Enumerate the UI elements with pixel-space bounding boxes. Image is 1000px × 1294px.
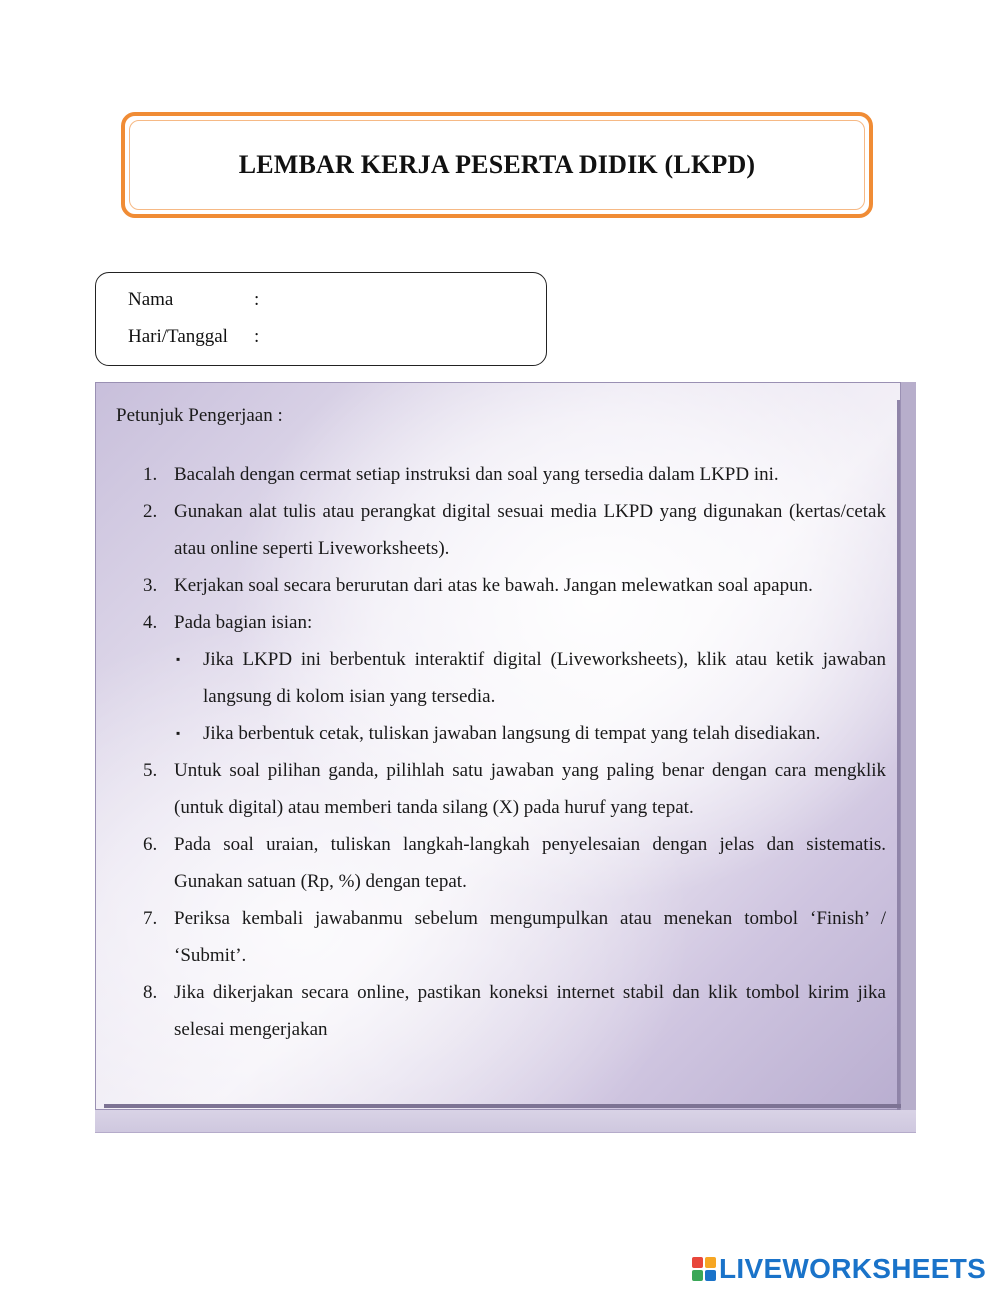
logo-blocks-icon xyxy=(692,1257,716,1281)
list-item xyxy=(96,826,901,900)
instructions-panel-edge-bottom xyxy=(104,1104,901,1108)
list-item xyxy=(96,604,901,641)
sub-list-item xyxy=(96,641,901,715)
list-item-number: 8. xyxy=(143,982,158,1003)
list-item xyxy=(96,493,901,567)
list-item-number: 7. xyxy=(143,908,158,929)
list-item-number: 5. xyxy=(143,760,158,781)
page-title: LEMBAR KERJA PESERTA DIDIK (LKPD) xyxy=(238,150,756,179)
list-item-text: Pada bagian isian: xyxy=(174,612,313,633)
nama-colon: : xyxy=(254,289,260,310)
square-bullet-icon: ▪ xyxy=(176,652,181,666)
list-item-text: Bacalah dengan cermat setiap instruksi dan soal yang tersedia dalam LKPD ini. xyxy=(174,464,779,485)
sub-list-item-text: Jika berbentuk cetak, tuliskan jawaban langsung di tempat yang telah disediakan. xyxy=(203,723,821,744)
list-item-text: Periksa kembali jawabanmu sebelum mengumpulkan atau menekan tombol ‘Finish’ / ‘Submit’. xyxy=(174,908,886,966)
title-box xyxy=(121,112,873,218)
list-item-number: 6. xyxy=(143,834,158,855)
list-item-text: Kerjakan soal secara berurutan dari atas ke bawah. Jangan melewatkan soal apapun. xyxy=(174,575,813,596)
sub-list-item xyxy=(96,715,901,752)
nama-label: Nama xyxy=(128,289,174,310)
list-item-text: Untuk soal pilihan ganda, pilihlah satu jawaban yang paling benar dengan cara mengklik (untuk digital) atau memberi tanda silang (X) pada huruf yang tepat. xyxy=(174,760,886,818)
instructions-panel xyxy=(95,382,901,1110)
sub-list-item-text: Jika LKPD ini berbentuk interaktif digital (Liveworksheets), klik atau ketik jawaban langsung di kolom isian yang tersedia. xyxy=(203,649,886,707)
list-item xyxy=(96,456,901,493)
hari-tanggal-colon: : xyxy=(254,326,260,347)
list-item xyxy=(96,974,901,1048)
list-item-text: Gunakan alat tulis atau perangkat digital sesuai media LKPD yang digunakan (kertas/cetak atau online seperti Liveworksheets). xyxy=(174,501,886,559)
instructions-panel-base xyxy=(95,1110,916,1133)
instructions-panel-edge-right xyxy=(897,400,900,1110)
liveworksheets-logo[interactable] xyxy=(692,1252,986,1286)
list-item-text: Jika dikerjakan secara online, pastikan koneksi internet stabil dan klik tombol kirim jika selesai mengerjakan xyxy=(174,982,886,1040)
hari-tanggal-label: Hari/Tanggal xyxy=(128,326,228,347)
list-item-text: Pada soal uraian, tuliskan langkah-langkah penyelesaian dengan jelas dan sistematis. Gunakan satuan (Rp, %) dengan tepat. xyxy=(174,834,886,892)
list-item-number: 1. xyxy=(143,464,158,485)
list-item-number: 3. xyxy=(143,575,158,596)
logo-block xyxy=(705,1270,716,1281)
list-item xyxy=(96,900,901,974)
identity-box xyxy=(95,272,547,366)
list-item xyxy=(96,752,901,826)
logo-block xyxy=(692,1257,703,1268)
logo-text: LIVEWORKSHEETS xyxy=(719,1253,987,1284)
square-bullet-icon: ▪ xyxy=(176,726,181,740)
list-item xyxy=(96,567,901,604)
title-box-inner xyxy=(129,120,865,210)
instructions-heading: Petunjuk Pengerjaan : xyxy=(116,405,283,426)
nama-row xyxy=(128,289,259,311)
list-item-number: 2. xyxy=(143,501,158,522)
logo-block xyxy=(705,1257,716,1268)
instructions-list xyxy=(96,456,901,1048)
list-item-number: 4. xyxy=(143,612,158,633)
hari-tanggal-row xyxy=(128,326,259,348)
logo-block xyxy=(692,1270,703,1281)
